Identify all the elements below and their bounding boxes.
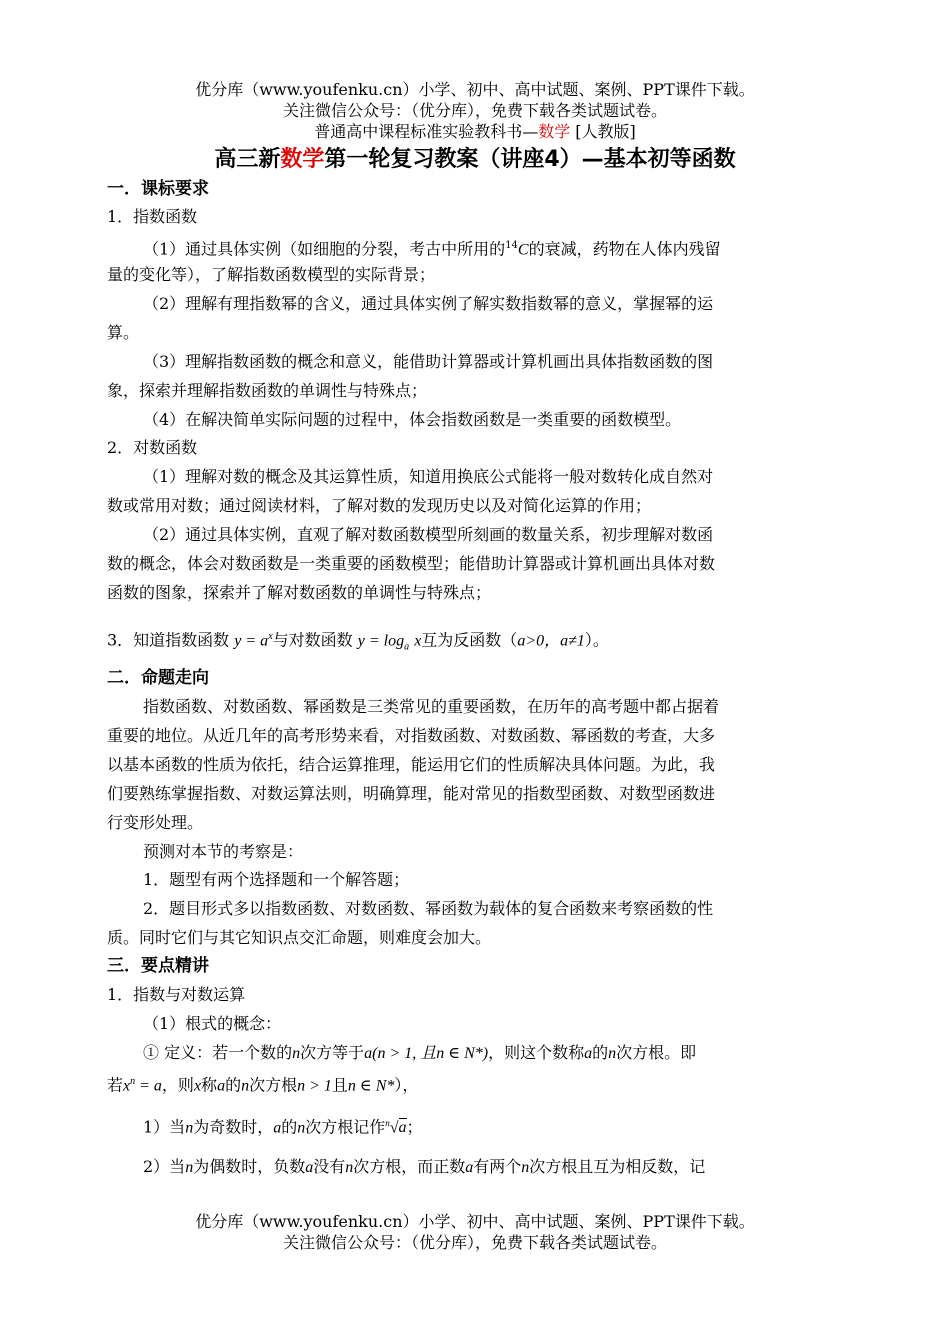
formula: n ∈ N* bbox=[347, 1077, 395, 1095]
var-a: a bbox=[305, 1159, 314, 1176]
paragraph-line: （2）理解有理指数幂的含义，通过具体实例了解实数指数幂的意义，掌握幂的运 bbox=[143, 294, 714, 313]
root-index: n bbox=[385, 1118, 390, 1128]
text: 为偶数时，负数 bbox=[193, 1157, 306, 1176]
title-prefix: 高三新 bbox=[214, 147, 281, 172]
paragraph-line: 函数的图象，探索并了解对数函数的单调性与特殊点； bbox=[107, 583, 492, 602]
var-n: n bbox=[185, 1119, 194, 1137]
header-line-3-suffix: [人教版] bbox=[570, 122, 636, 141]
var-n: n bbox=[297, 1119, 306, 1137]
text: 互为反函数（ bbox=[421, 630, 518, 650]
var-a: a bbox=[273, 1119, 282, 1137]
section-heading-2: 二．命题走向 bbox=[107, 668, 209, 688]
text: ① 定义：若一个数的 bbox=[143, 1043, 293, 1062]
text: 没有 bbox=[313, 1157, 346, 1176]
paragraph-line: 以基本函数的性质为依托，结合运算推理，能运用它们的性质解决具体问题。为此，我 bbox=[107, 755, 716, 774]
text: 次方根记作 bbox=[305, 1117, 386, 1137]
paragraph-line: （1）理解对数的概念及其运算性质，知道用换底公式能将一般对数转化成自然对 bbox=[143, 467, 714, 486]
var-n: n bbox=[608, 1045, 617, 1062]
text: 称 bbox=[201, 1075, 218, 1095]
paragraph-line: 量的变化等），了解指数函数模型的实际背景； bbox=[107, 265, 436, 284]
text: 的衰减，药物在人体内残留 bbox=[528, 239, 721, 259]
var-n: n bbox=[521, 1159, 530, 1176]
text: 为奇数时， bbox=[193, 1117, 274, 1137]
text: ，则 bbox=[161, 1075, 194, 1095]
title-suffix: 第一轮复习教案（讲座4）—基本初等函数 bbox=[324, 147, 736, 172]
inverse-function-line bbox=[107, 626, 847, 659]
definition-line bbox=[107, 1071, 847, 1097]
formula: x bbox=[123, 1077, 131, 1095]
condition: a>0，a≠1 bbox=[517, 632, 585, 650]
subheading-exp: 1．指数函数 bbox=[107, 207, 198, 226]
formula-power: n bbox=[130, 1076, 136, 1087]
paragraph-line: 数或常用对数；通过阅读材料，了解对数的发现历史以及对简化运算的作用； bbox=[107, 496, 652, 515]
formula-log-arg: x bbox=[414, 632, 422, 650]
text: 1）当 bbox=[143, 1117, 186, 1137]
paragraph-line: 象，探索并理解指数函数的单调性与特殊点； bbox=[107, 381, 428, 400]
odd-root-line bbox=[143, 1112, 847, 1139]
text: 的 bbox=[281, 1117, 298, 1137]
text: 若 bbox=[107, 1075, 124, 1095]
paragraph-line bbox=[143, 235, 847, 261]
text: 次方根且互为相反数，记 bbox=[529, 1157, 706, 1176]
paragraph-line: （1）根式的概念： bbox=[143, 1014, 282, 1033]
var-n: n bbox=[292, 1045, 301, 1062]
var-n: n bbox=[185, 1159, 194, 1176]
header-line-3 bbox=[0, 122, 950, 142]
section-heading-1: 一．课标要求 bbox=[107, 179, 209, 199]
text: 且 bbox=[331, 1075, 348, 1095]
var-n: n bbox=[241, 1077, 250, 1095]
paragraph-line: 2．题目形式多以指数函数、对数函数、幂函数为载体的复合函数来考察函数的性 bbox=[143, 899, 714, 918]
var-a: a bbox=[217, 1077, 226, 1095]
radical-sign: √ bbox=[389, 1119, 399, 1137]
paragraph-line: 行变形处理。 bbox=[107, 813, 204, 832]
formula-log: y = log bbox=[357, 632, 405, 650]
formula: = a bbox=[135, 1077, 162, 1095]
paragraph-line: 1．题型有两个选择题和一个解答题； bbox=[143, 870, 410, 889]
paragraph-line: （4）在解决简单实际问题的过程中，体会指数函数是一类重要的函数模型。 bbox=[143, 410, 682, 429]
formula-exp: y = a bbox=[234, 632, 269, 650]
paragraph-line: 算。 bbox=[107, 323, 140, 342]
text: 与对数函数 bbox=[272, 630, 353, 650]
text: 次方等于 bbox=[300, 1043, 365, 1062]
text: ）， bbox=[394, 1075, 419, 1095]
var-n: n bbox=[345, 1159, 354, 1176]
paragraph-line: 数的概念，体会对数函数是一类重要的函数模型；能借助计算器或计算机画出具体对数 bbox=[107, 554, 716, 573]
formula-exp-power: x bbox=[268, 631, 273, 642]
even-root-line bbox=[143, 1156, 847, 1179]
formula: n > 1 bbox=[297, 1077, 332, 1095]
header-line-2: 关注微信公众号：（优分库），免费下载各类试题试卷。 bbox=[282, 101, 667, 120]
text: 3．知道指数函数 bbox=[107, 630, 230, 650]
definition-line bbox=[143, 1042, 847, 1065]
subheading-log: 2．对数函数 bbox=[107, 438, 198, 457]
footer-line-1: 优分库（www.youfenku.cn）小学、初中、高中试题、案例、PPT课件下载。 bbox=[195, 1212, 755, 1231]
paragraph-line: 指数函数、对数函数、幂函数是三类常见的重要函数，在历年的高考题中都占据着 bbox=[143, 697, 720, 716]
formula-log-base: a bbox=[404, 641, 410, 653]
text: 的 bbox=[592, 1043, 609, 1062]
radicand: a bbox=[398, 1119, 407, 1137]
paragraph-line: （2）通过具体实例，直观了解对数函数模型所刻画的数量关系，初步理解对数函 bbox=[143, 525, 714, 544]
header-line-1: 优分库（www.youfenku.cn）小学、初中、高中试题、案例、PPT课件下载。 bbox=[195, 80, 755, 99]
text: 次方根。即 bbox=[616, 1043, 697, 1062]
var-a: a bbox=[584, 1045, 593, 1062]
var-a: a bbox=[465, 1159, 474, 1176]
paragraph-line: 预测对本节的考察是： bbox=[143, 842, 304, 861]
text: （1）通过具体实例（如细胞的分裂，考古中所用的 bbox=[143, 239, 506, 259]
var-x: x bbox=[193, 1077, 202, 1095]
subheading-ops: 1．指数与对数运算 bbox=[107, 985, 246, 1004]
superscript: 14 bbox=[505, 240, 518, 251]
text: ）。 bbox=[584, 630, 609, 650]
paragraph-line: 重要的地位。从近几年的高考形势来看，对指数函数、对数函数、幂函数的考查，大多 bbox=[107, 726, 716, 745]
text: ，则这个数称 bbox=[488, 1043, 585, 1062]
footer-line-2: 关注微信公众号：（优分库），免费下载各类试题试卷。 bbox=[282, 1233, 667, 1252]
text: 次方根，而正数 bbox=[353, 1157, 466, 1176]
formula: a(n > 1, 且n ∈ N*) bbox=[364, 1045, 489, 1062]
paragraph-line: （3）理解指数函数的概念和意义，能借助计算器或计算机画出具体指数函数的图 bbox=[143, 352, 714, 371]
text: 有两个 bbox=[473, 1157, 522, 1176]
section-heading-3: 三．要点精讲 bbox=[107, 956, 209, 976]
header-line-3-prefix: 普通高中课程标准实验教科书— bbox=[314, 122, 539, 141]
text: 次方根 bbox=[249, 1075, 298, 1095]
text: 2）当 bbox=[143, 1157, 186, 1176]
math-c: C bbox=[517, 241, 529, 259]
title-red: 数学 bbox=[280, 147, 325, 172]
text: 的 bbox=[225, 1075, 242, 1095]
page-title bbox=[0, 146, 950, 174]
paragraph-line: 质。同时它们与其它知识点交汇命题，则难度会加大。 bbox=[107, 928, 492, 947]
header-line-3-red: 数学 bbox=[538, 122, 571, 141]
paragraph-line: 们要熟练掌握指数、对数运算法则，明确算理，能对常见的指数型函数、对数型函数进 bbox=[107, 784, 716, 803]
text: ； bbox=[406, 1117, 423, 1137]
